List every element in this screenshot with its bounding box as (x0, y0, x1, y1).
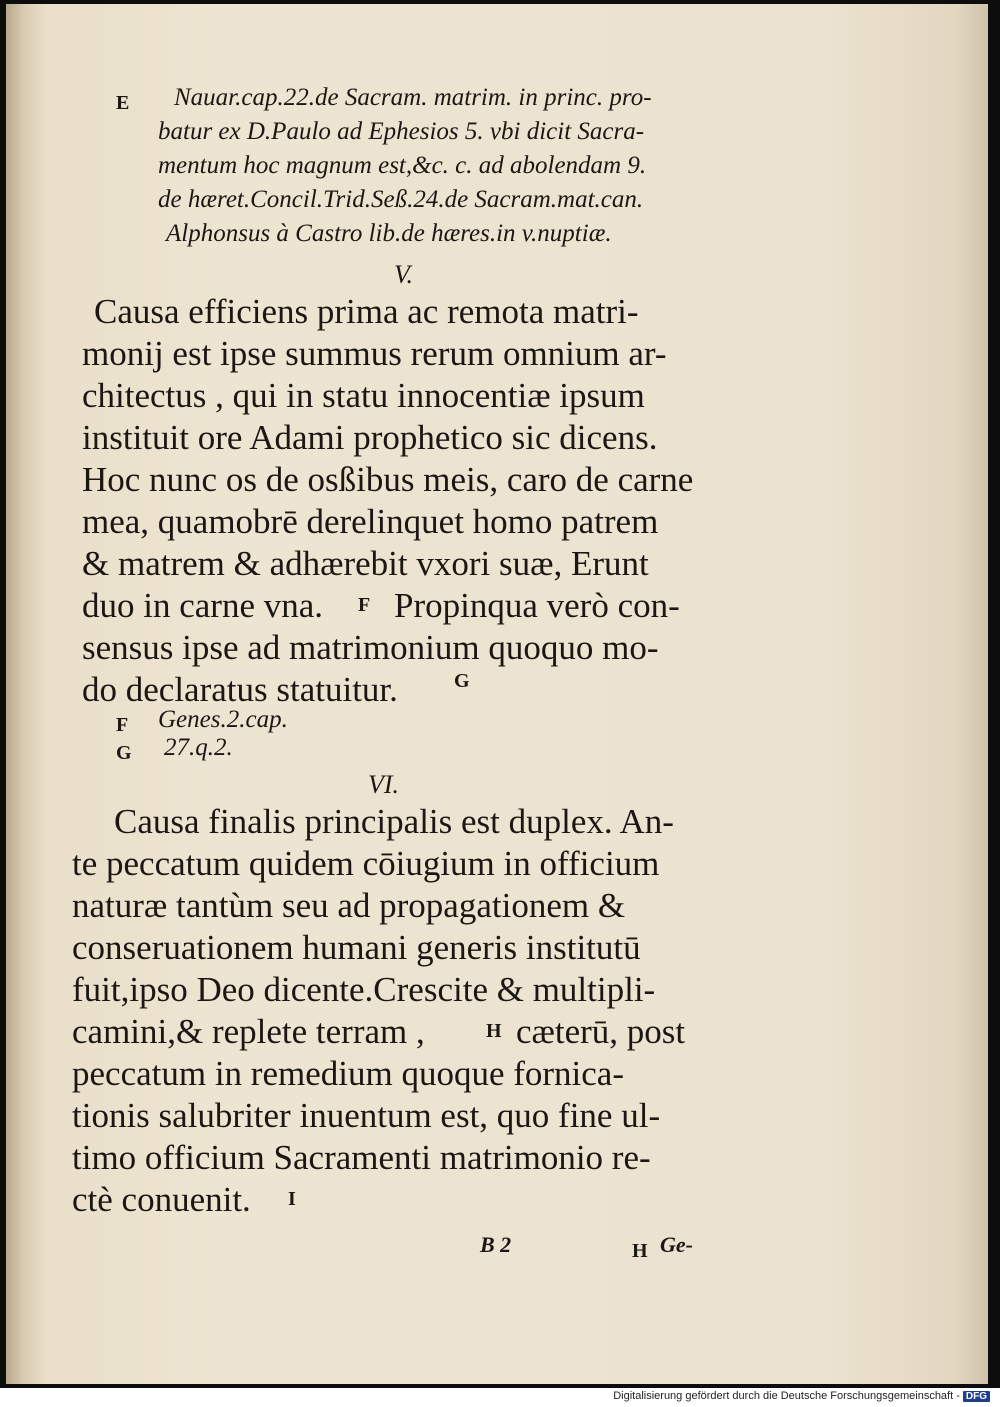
dfg-logo: DFG (963, 1391, 990, 1402)
body-line-v-2: monij est ipse summus rerum omnium ar- (82, 334, 667, 373)
body-line-vi-4: conseruationem humani generis institutū (72, 928, 641, 967)
body-line-vi-5: fuit,ipso Deo dicente.Crescite & multipli- (72, 970, 656, 1009)
body-line-v-6: mea, quamobrē derelinquet homo patrem (82, 502, 659, 541)
footnote-line-5: Alphonsus à Castro lib.de hæres.in v.nuptiæ. (166, 220, 612, 247)
body-line-vi-6b: cæterū, post (516, 1012, 686, 1051)
footnote-line-3: mentum hoc magnum est,&c. c. ad abolendam 9. (158, 152, 647, 179)
body-line-v-10: do declaratus statuitur. (82, 670, 398, 709)
body-line-v-8a: duo in carne vna. (82, 586, 324, 625)
body-line-v-1: Causa efficiens prima ac remota matri- (94, 292, 639, 331)
reference-marker-h: H (486, 1020, 502, 1042)
note-marker-g: G (116, 742, 132, 764)
body-line-vi-8: tionis salubriter inuentum est, quo fine ul- (72, 1096, 661, 1135)
body-line-v-3: chitectus , qui in statu innocentiæ ipsum (82, 376, 645, 415)
body-line-vi-10: ctè conuenit. (72, 1180, 251, 1219)
footer-text: Digitalisierung gefördert durch die Deutsche Forschungsgemeinschaft - (613, 1390, 960, 1402)
section-heading-v: V. (394, 260, 414, 289)
reference-marker-i: I (288, 1188, 296, 1210)
signature-mark: B 2 (480, 1232, 512, 1257)
body-line-v-4: instituit ore Adami prophetico sic dicens. (82, 418, 658, 457)
dfg-footer (613, 1390, 990, 1402)
body-line-vi-1: Causa finalis principalis est duplex. An- (114, 802, 674, 841)
body-line-vi-2: te peccatum quidem cōiugium in officium (72, 844, 660, 883)
body-line-vi-6a: camini,& replete terram , (72, 1012, 425, 1051)
reference-marker-g: G (454, 670, 470, 692)
catchword-marker: H (632, 1240, 648, 1262)
body-line-vi-3: naturæ tantùm seu ad propagationem & (72, 886, 626, 925)
note-text-g: 27.q.2. (164, 734, 233, 761)
footnote-line-4: de hæret.Concil.Trid.Seß.24.de Sacram.mat.can. (158, 186, 644, 213)
section-heading-vi: VI. (368, 770, 400, 799)
body-line-v-7: & matrem & adhærebit vxori suæ, Erunt (82, 544, 649, 583)
footnote-marker-e: E (116, 92, 130, 114)
footnote-line-1: Nauar.cap.22.de Sacram. matrim. in princ. pro- (174, 84, 652, 111)
reference-marker-f: F (358, 594, 371, 616)
body-line-v-8b: Propinqua verò con- (394, 586, 680, 625)
footnote-line-2: batur ex D.Paulo ad Ephesios 5. vbi dicit Sacra- (158, 118, 645, 145)
note-text-f: Genes.2.cap. (158, 706, 288, 733)
note-marker-f: F (116, 714, 129, 736)
body-line-vi-9: timo officium Sacramenti matrimonio re- (72, 1138, 651, 1177)
catchword: Ge- (660, 1232, 693, 1257)
body-line-v-9: sensus ipse ad matrimonium quoquo mo- (82, 628, 659, 667)
body-line-vi-7: peccatum in remedium quoque fornica- (72, 1054, 625, 1093)
body-line-v-5: Hoc nunc os de osßibus meis, caro de carne (82, 460, 694, 499)
book-page (6, 4, 988, 1384)
